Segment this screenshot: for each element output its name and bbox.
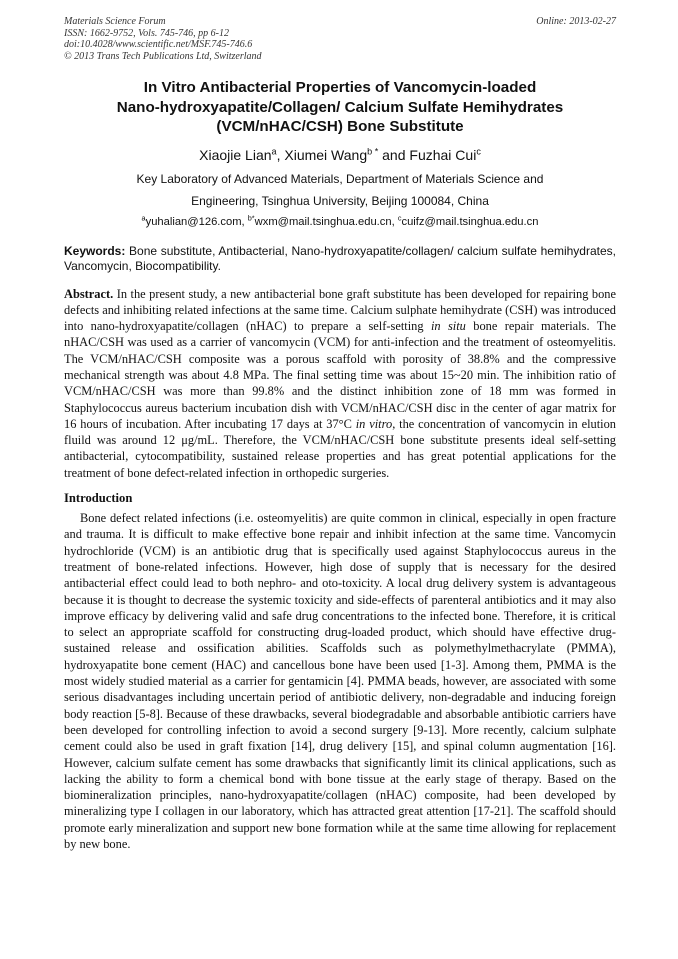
doi-line: doi:10.4028/www.scientific.net/MSF.745-746.6: [64, 39, 253, 50]
issn-line: ISSN: 1662-9752, Vols. 745-746, pp 6-12: [64, 27, 229, 39]
email-mark: c: [397, 212, 402, 222]
keywords: [64, 244, 616, 274]
keywords-label: Keywords:: [64, 243, 126, 258]
author-separator: and: [378, 146, 410, 163]
section-heading-introduction: Introduction: [64, 491, 133, 506]
email-mark: b*: [247, 212, 255, 222]
paper-page: [64, 16, 616, 852]
title-line: (VCM/nHAC/CSH) Bone Substitute: [216, 118, 464, 135]
author-name: Xiaojie Lian: [199, 146, 272, 163]
title-line: Nano-hydroxyapatite/Collagen/ Calcium Sulfate Hemihydrates: [116, 98, 564, 116]
abstract-label: Abstract.: [64, 286, 114, 301]
abstract-italic: in situ: [430, 319, 466, 334]
author-affil-mark: b *: [367, 145, 379, 156]
affiliation: [64, 168, 616, 212]
email-address: cuifz@mail.tsinghua.edu.cn: [401, 215, 539, 228]
affiliation-line: Key Laboratory of Advanced Materials, Department of Materials Science and: [136, 171, 544, 186]
abstract-text: In the present study, a new antibacterial bone graft substitute has been developed for repairing bone defects and inhibiting related infections at the same time. Calcium sulphate hemihydrate (CSH) was introduced into nano-hydroxyapatite/collagen (nHAC) to prepare a self-setting: [64, 286, 616, 334]
keywords-text: Bone substitute, Antibacterial, Nano-hydroxyapatite/collagen/ calcium sulfate hemihydrates, Vancomycin, Biocompatibility.: [64, 243, 616, 273]
author-list: [64, 147, 616, 163]
copyright-line: © 2013 Trans Tech Publications Ltd, Switzerland: [64, 50, 262, 62]
author-separator: ,: [276, 146, 285, 163]
email-address: yuhalian@126.com,: [145, 215, 248, 228]
paragraph: Bone defect related infections (i.e. osteomyelitis) are quite common in clinical, especially in open fracture and trauma. It is difficult to make effective bone repair and inhibit infection at the same time. Vancomycin hydrochloride (VCM) is an antibiotic drug that is specifically used against Staphylococcus aureus in the treatment of bone-related infections. However, high dose of supply that is necessary for the desired antibacterial effect could lead to both nephro- and oto-toxicity. A local drug delivery system is advantageous because it is thought to decrease the systemic toxicity and side-effects of parenteral antibiotics and it may also improve efficacy by delivering valid and safe drug concentrations to the infected bone. Therefore, it is critical to select an appropriate scaffold for constructing drug-loaded product, which should have effective drug-sustained release and ossification abilities. Scaffolds such as polymethylmethacrylate (PMMA), hydroxyapatite bone cement (HAC) and cancellous bone have been used [1-3]. Among them, PMMA is the most widely studied material as a carrier for gentamicin [4]. PMMA beads, however, are associated with some serious disadvantages including uncertain period of antibiotic delivery, non-degradable and inducing foreign body reaction [5-8]. Because of these drawbacks, several biodegradable and absorbable antibiotic carriers have been developed for controlling infection to avoid a second surgery [9-13]. More recently, calcium sulphate cement could also be used in graft fixation [14], drug delivery [15], and spinal column augmentation [16]. However, calcium sulfate cement has some drawbacks that significantly limit its clinical applications, such as lacking the ability to form a chemical bond with bone tissue at the early stage of therapy. Based on the biomineralization principles, nano-hydroxyapatite/collagen (nHAC) composite, had been developed by mineralizing type I collagen in our laboratory, which has attracted great attention [17-21]. The scaffold should promote early mineralization and support new bone formation while at the same time allowing for replacement by new bone.: [64, 511, 616, 851]
author-affil-mark: c: [476, 145, 481, 156]
abstract-text: bone repair materials. The nHAC/CSH was used as a carrier of vancomycin (VCM) for anti-infection and the treatment of osteomyelitis. The VCM/nHAC/CSH composite was a porous scaffold with porosity of 38.8% and the compressive mechanical strength was about 4.8 MPa. The final setting time was about 15~20 min. The inhibition ratio of VCM/nHAC/CSH was more than 99.8% and the distinct inhibition zone of 18 mm was formed in Staphylococcus aureus bacterium incubation dish with VCM/nHAC/CSH disc in the center of agar matrix for 16 hours of incubation. After incubating 17 days at 37°C: [64, 319, 616, 431]
author-name: Fuzhai Cui: [409, 146, 477, 163]
online-date: Online: 2013-02-27: [536, 16, 616, 27]
journal-name: Materials Science Forum: [64, 16, 166, 27]
author-affil-mark: a: [271, 145, 277, 156]
email-address: wxm@mail.tsinghua.edu.cn,: [254, 215, 398, 228]
abstract: [64, 286, 616, 482]
abstract-italic: in vitro: [355, 416, 393, 431]
email-list: [64, 212, 616, 228]
email-mark: a: [141, 212, 146, 222]
paper-title: [64, 78, 616, 137]
introduction-body: [64, 510, 616, 852]
title-line: In Vitro Antibacterial Properties of Vancomycin-loaded: [143, 79, 537, 96]
journal-header: [64, 16, 616, 66]
author-name: Xiumei Wang: [284, 146, 368, 163]
affiliation-line: Engineering, Tsinghua University, Beijing 100084, China: [191, 193, 489, 208]
abstract-text: , the concentration of vancomycin in elution fluild was around 12 μg/mL. Therefore, the VCM/nHAC/CSH bone substitute presents ideal self-setting antibacterial, cytocompatibility, sustained release properties and has great potential applications for the treatment of bone defect-related infection in orthopedic surgeries.: [64, 416, 616, 480]
